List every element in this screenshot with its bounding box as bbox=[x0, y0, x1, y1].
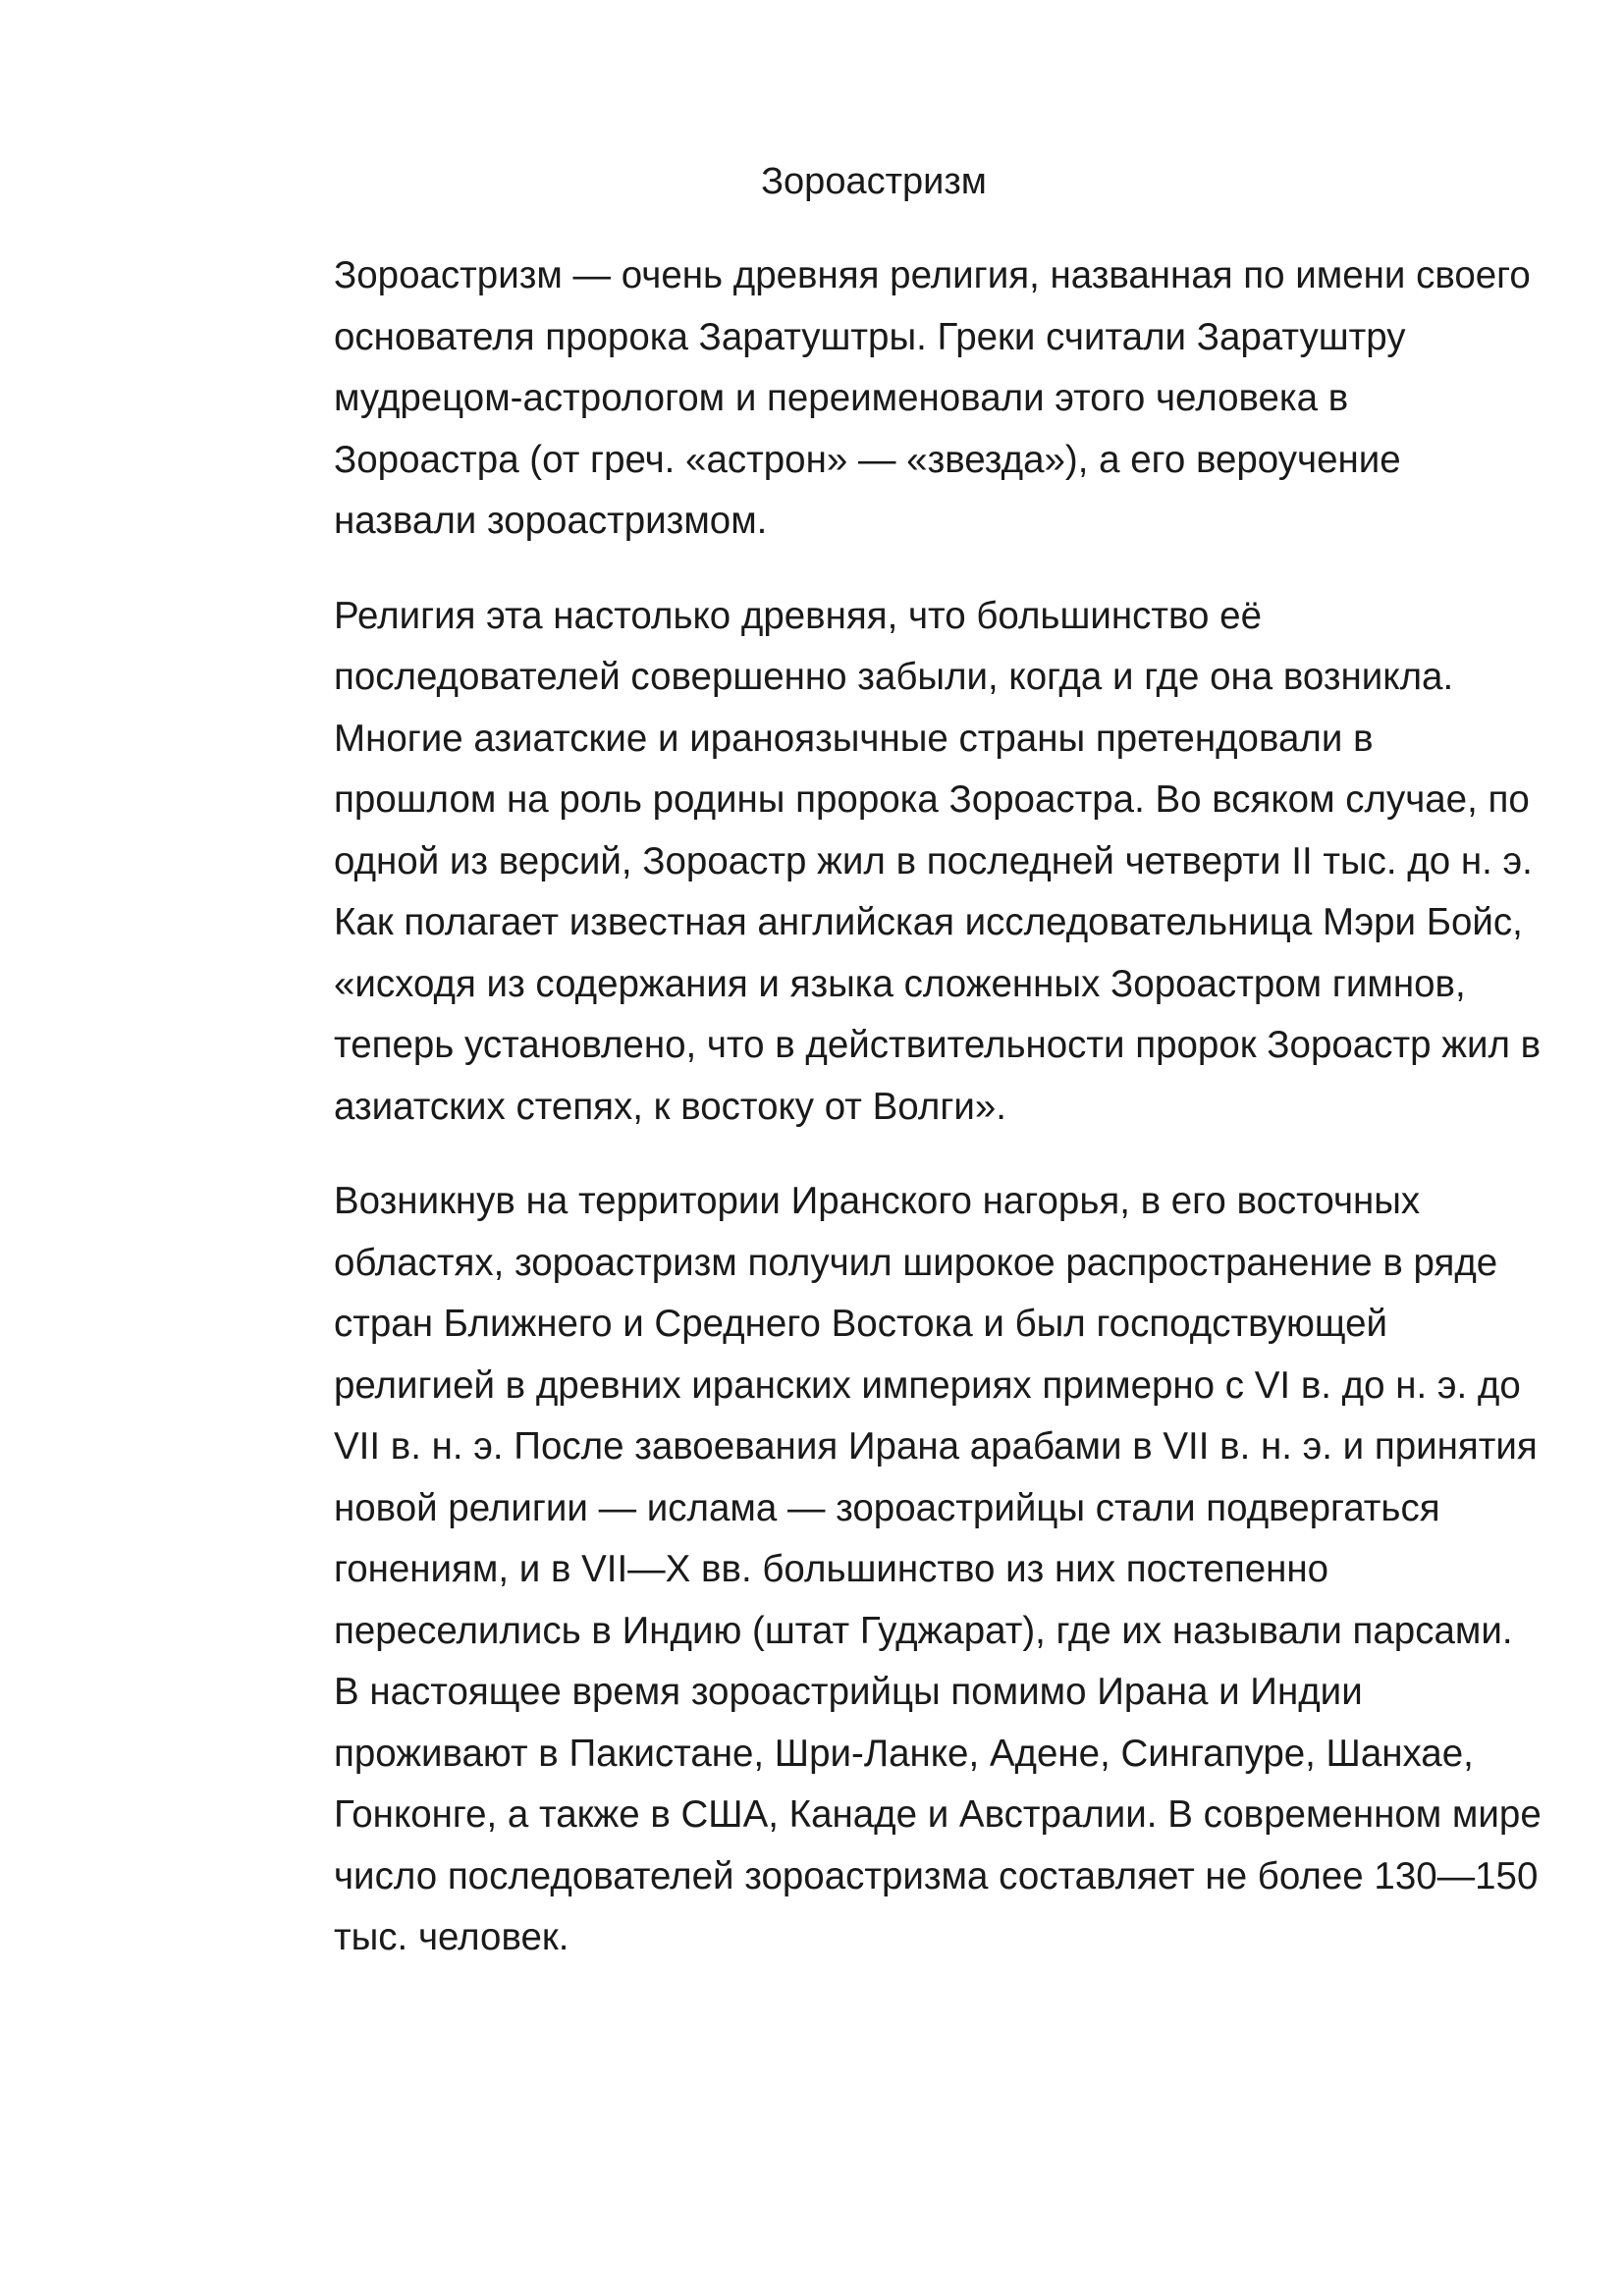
document-title: Зороастризм bbox=[761, 161, 987, 202]
paragraph-3: Возникнув на территории Иранского нагорья, в его восточных областях, зороастризм получил широкое распространение в ряде стран Ближнего и Среднего Востока и был господствующей религией в древних иранских империях примерно с VI в. до н. э. до VII в. н. э. После завоевания Ирана арабами в VII в. н. э. и принятия новой религии — ислама — зороастрийцы стали подвергаться гонениям, и в VII—X вв. большинство из них постепенно переселились в Индию (штат Гуджарат), где их называли парсами. В настоящее время зороастрийцы помимо Ирана и Индии проживают в Пакистане, Шри-Ланке, Адене, Сингапуре, Шанхае, Гонконге, а также в США, Канаде и Австралии. В современном мире число последователей зороастризма составляет не более 130—150 тыс. человек. bbox=[334, 1180, 1542, 1958]
paragraph-1: Зороастризм — очень древняя религия, названная по имени своего основателя пророка Заратуштры. Греки считали Заратуштру мудрецом-астрологом и переименовали этого человека в Зороастра (от греч. «астрон» — «звезда»), а его вероучение назвали зороастризмом. bbox=[334, 254, 1531, 542]
paragraph-2: Религия эта настолько древняя, что большинство её последователей совершенно забыли, когда и где она возникла. Многие азиатские и ираноязычные страны претендовали в прошлом на роль родины пророка Зороастра. Во всяком случае, по одной из версий, Зороастр жил в последней четверти II тыс. до н. э. Как полагает известная английская исследовательница Мэри Бойс, «исходя из содержания и языка сложенных Зороастром гимнов, теперь установлено, что в действительности пророк Зороастр жил в азиатских степях, к востоку от Волги». bbox=[334, 594, 1542, 1128]
document-body bbox=[334, 245, 1542, 2002]
